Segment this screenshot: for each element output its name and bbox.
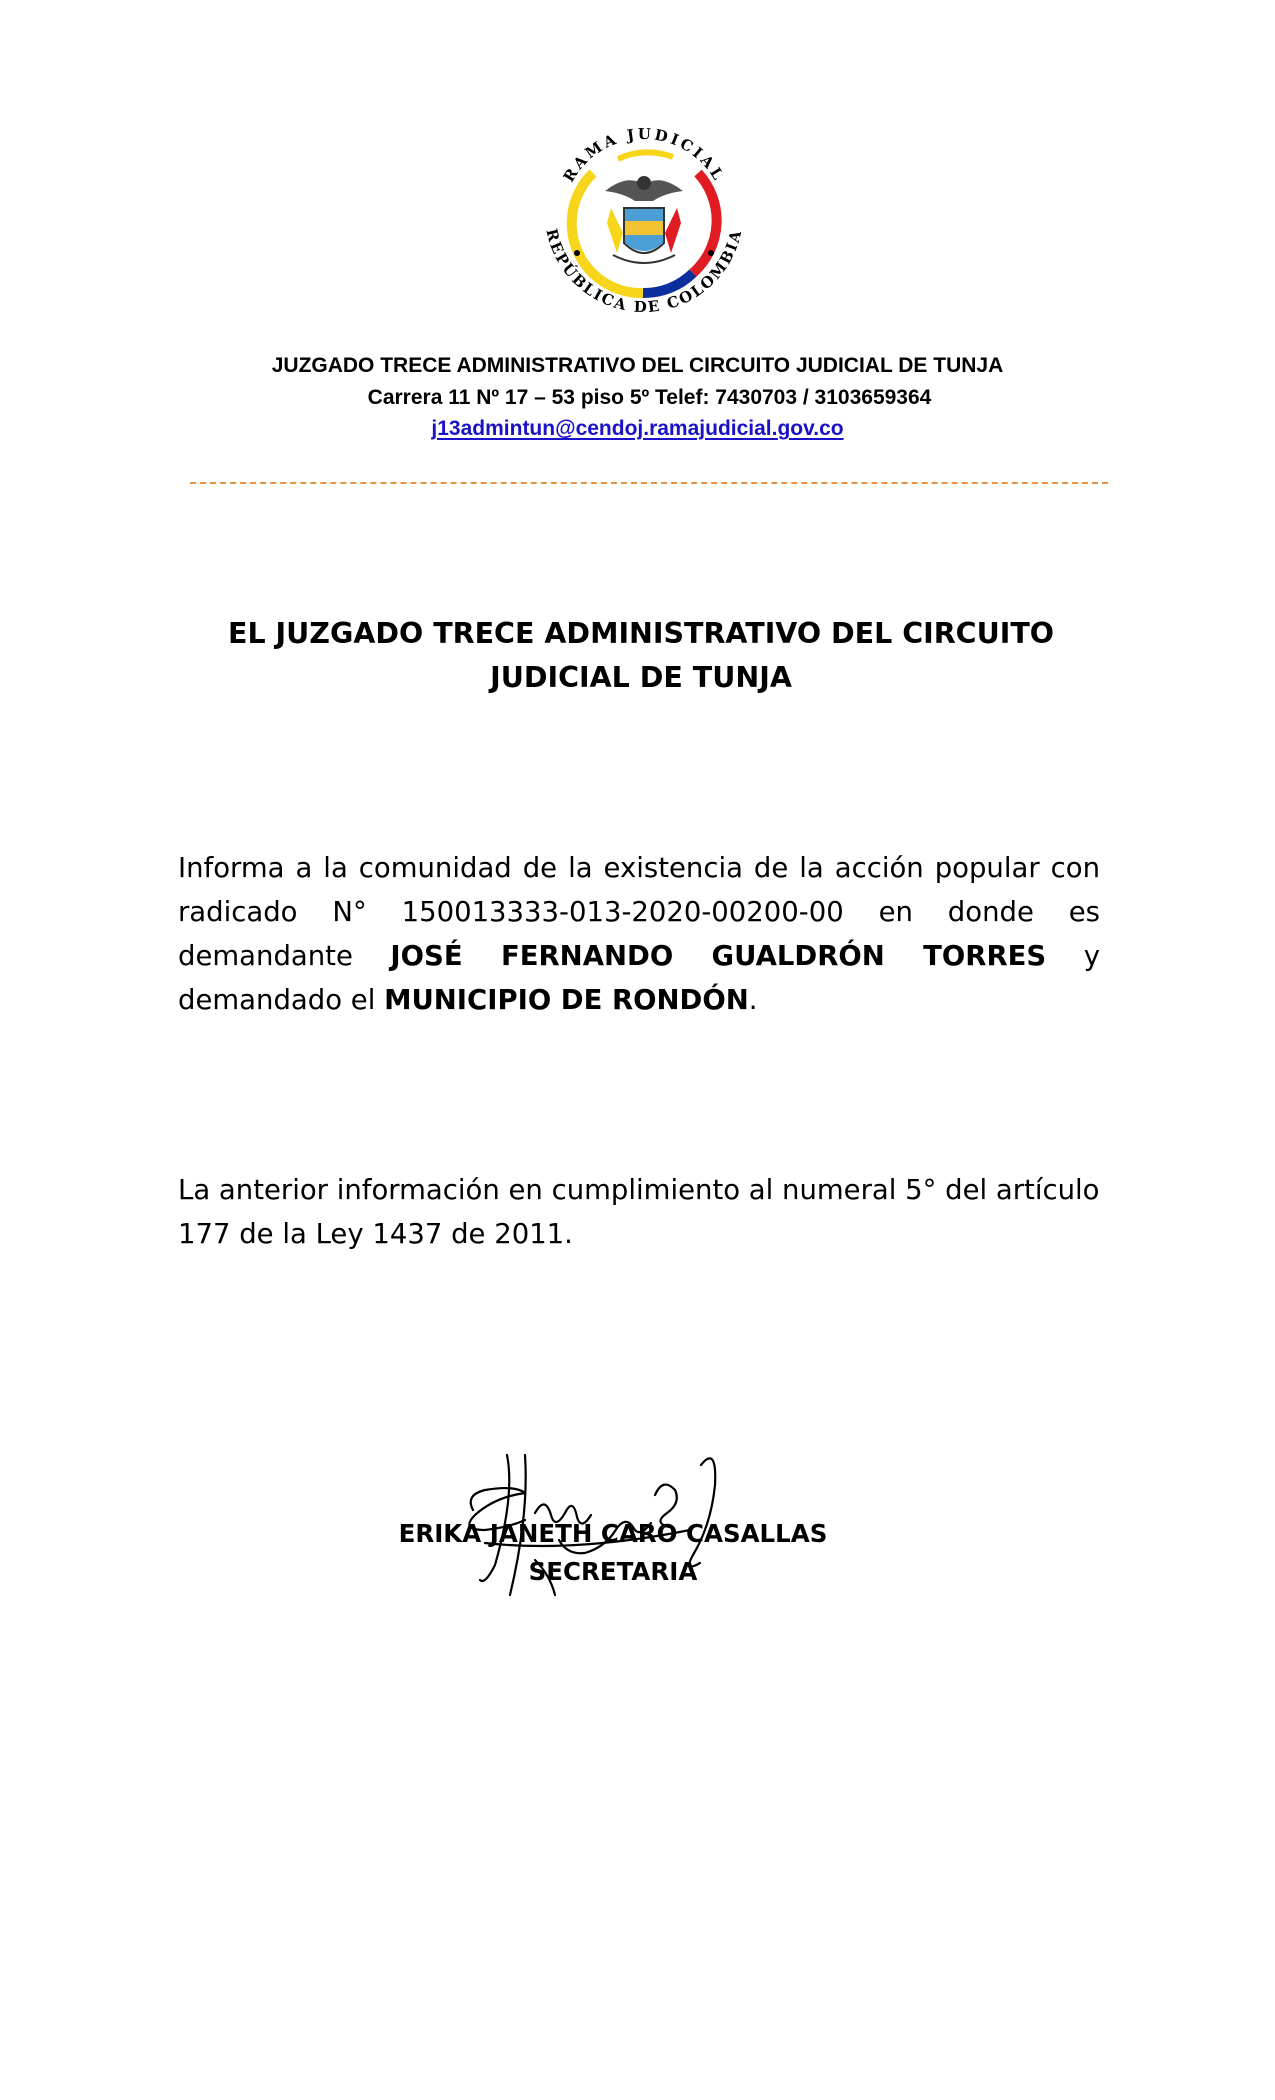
conjunction: y: [1083, 940, 1101, 972]
document-title-line2: JUDICIAL DE TUNJA: [490, 661, 792, 694]
court-address: Carrera 11 Nº 17 – 53 piso 5º Telef: 7430703 / 3103659364: [367, 386, 932, 409]
header-divider: [190, 482, 1108, 484]
handwritten-signature: [455, 1435, 755, 1605]
condor-emblem: [605, 176, 683, 263]
notice-line-2: radicado N° 150013333-013-2020-00200-00 en donde es: [178, 896, 1100, 928]
legal-basis-line-2: 177 de la Ley 1437 de 2011.: [178, 1218, 573, 1250]
document-title: [150, 612, 1132, 700]
notice-line-3: [178, 934, 1100, 978]
seal-bottom-text: REPÚBLICA DE COLOMBIA: [542, 226, 746, 317]
signer-name: ERIKA JANETH CARO CASALLAS: [398, 1519, 828, 1548]
defendant-label: demandado el: [178, 984, 376, 1016]
legal-basis-paragraph: [178, 1168, 1100, 1256]
court-name-header: JUZGADO TRECE ADMINISTRATIVO DEL CIRCUITO JUDICIAL DE TUNJA: [271, 354, 1004, 377]
notice-line-1: Informa a la comunidad de la existencia de la acción popular con: [178, 852, 1100, 884]
court-email-line: [0, 415, 1275, 443]
signer-role: SECRETARIA: [528, 1557, 698, 1586]
court-email-link[interactable]: j13admintun@cendoj.ramajudicial.gov.co: [431, 417, 844, 440]
period: .: [748, 984, 758, 1016]
plaintiff-label: demandante: [178, 940, 353, 972]
defendant-name: MUNICIPIO DE RONDÓN: [384, 984, 749, 1016]
seal-top-text: RAMA JUDICIAL: [559, 124, 729, 186]
notice-line-4: [178, 978, 1100, 1022]
notice-paragraph: [178, 846, 1100, 1022]
document-title-line1: EL JUZGADO TRECE ADMINISTRATIVO DEL CIRCUITO: [227, 617, 1055, 650]
legal-basis-line-1: La anterior información en cumplimiento al numeral 5° del artículo: [178, 1174, 1100, 1206]
rama-judicial-seal: [533, 113, 755, 327]
plaintiff-name: JOSÉ FERNANDO GUALDRÓN TORRES: [390, 940, 1047, 972]
